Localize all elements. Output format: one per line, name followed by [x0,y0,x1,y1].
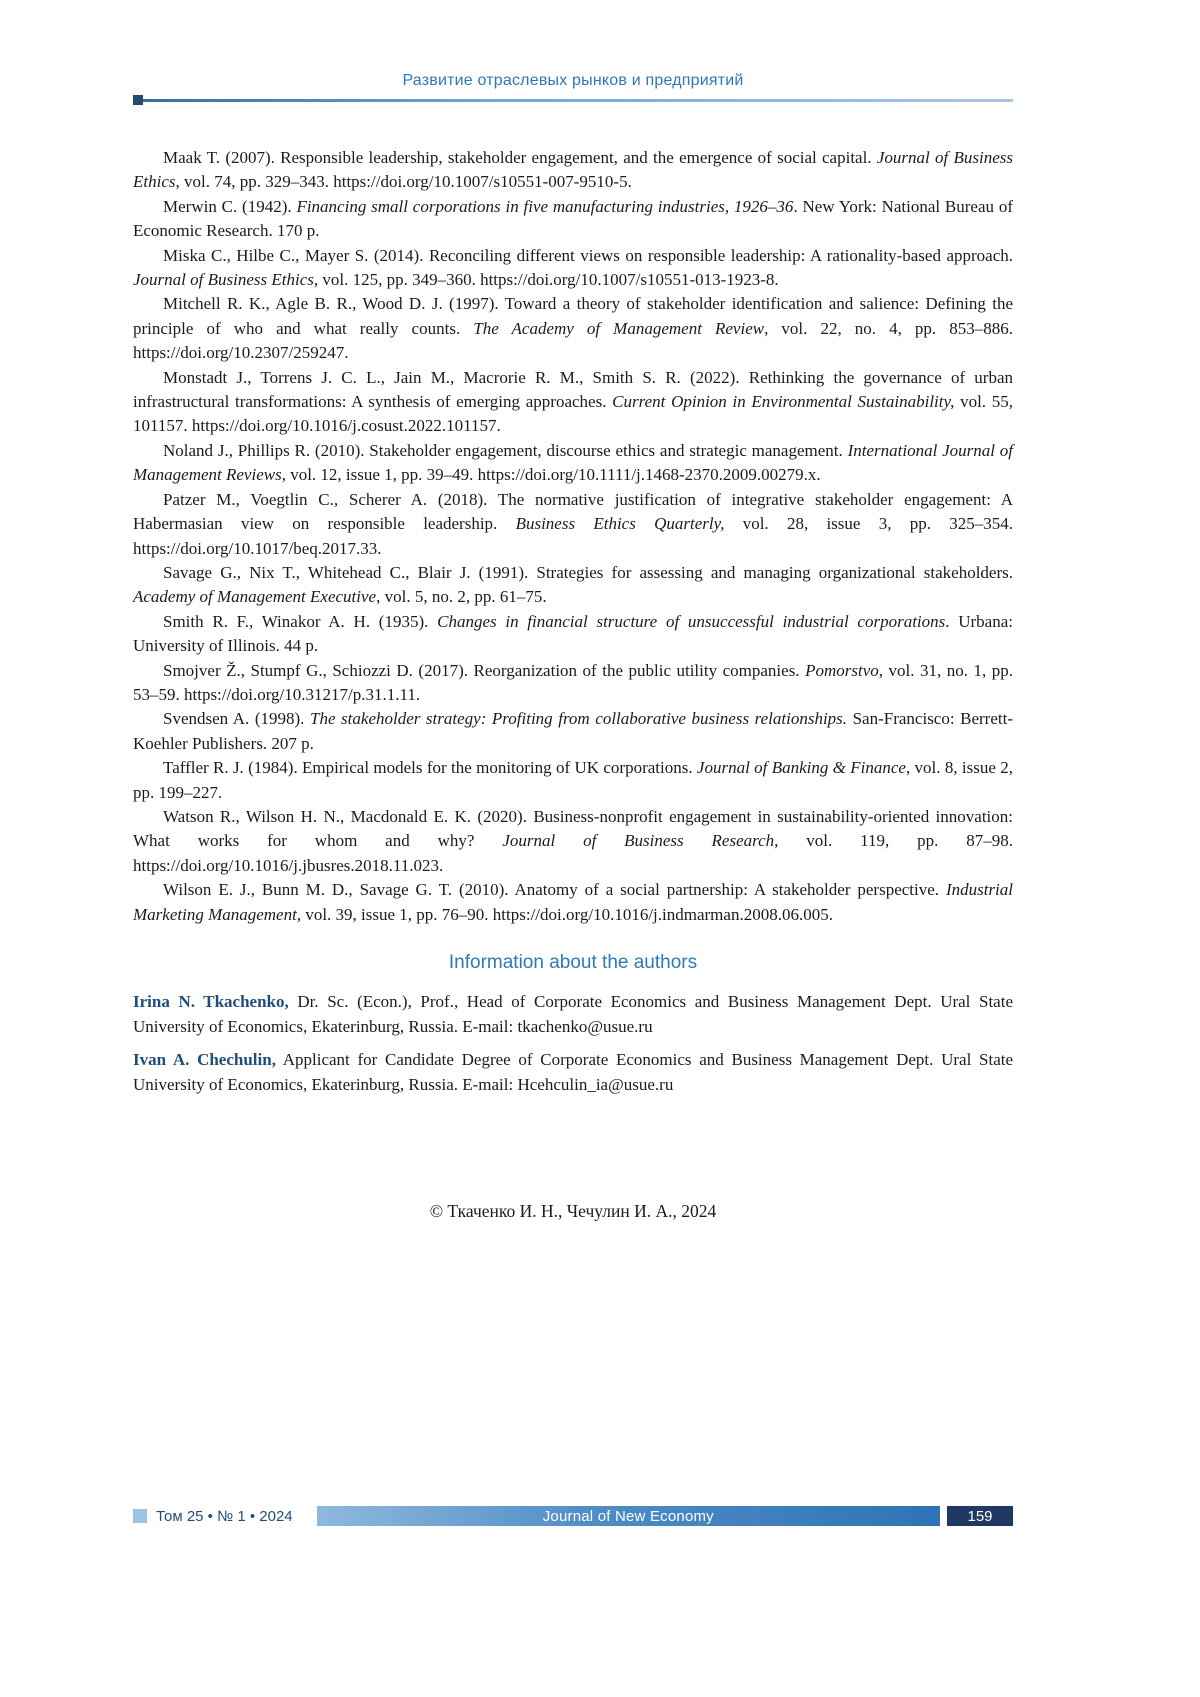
reference-item [133,707,1013,756]
reference-text: , vol. 119, pp. 87–98. https://doi.org/10.1016/j.jbusres.2018.11.023. [133,831,1014,875]
reference-text: San-Francisco: Berrett-Koehler Publishers. 207 p. [133,709,1013,753]
reference-text: , vol. 5, no. 2, pp. 61–75. [376,587,547,607]
reference-item [133,439,1013,488]
page-footer [133,1506,1013,1526]
footer-journal-name: Journal of New Economy [542,1507,714,1525]
reference-text: Noland J., Phillips R. (2010). Stakeholder engagement, discourse ethics and strategic management. [163,440,848,460]
references-list [133,146,1013,927]
footer-journal-bar [317,1506,940,1526]
reference-text: Taffler R. J. (1984). Empirical models for the monitoring of UK corporations. [163,758,697,778]
reference-item [133,244,1013,293]
reference-text: , vol. 31, no. 1, pp. 53–59. https://doi.org/10.31217/p.31.1.11. [133,660,1013,704]
reference-item [133,561,1013,610]
reference-text: , vol. 22, no. 4, pp. 853–886. https://doi.org/10.2307/259247. [133,318,1013,363]
reference-item [133,195,1013,244]
reference-text: , vol. 74, pp. 329–343. https://doi.org/10.1007/s10551-007-9510-5. [175,172,632,192]
reference-text: . Urbana: University of Illinois. 44 p. [133,611,1013,656]
reference-item [133,292,1013,365]
copyright-line: © Ткаченко И. Н., Чечулин И. А., 2024 [429,1201,717,1222]
page-header [133,72,1013,102]
journal-title: The stakeholder strategy: Profiting from collaborative business relationships. [310,709,848,729]
reference-text: , vol. 8, issue 2, pp. 199–227. [133,758,1013,802]
journal-title: Pomorstvo [805,660,879,680]
page-content [133,146,1013,1223]
journal-title: Academy of Management Executive [133,587,377,607]
reference-text: Svendsen A. (1998). [163,709,310,729]
reference-text: Smith R. F., Winakor A. H. (1935). [163,611,438,631]
reference-text: vol. 39, issue 1, pp. 76–90. https://doi.org/10.1016/j.indmarman.2008.06.005. [301,904,833,924]
footer-volume [133,1508,293,1525]
reference-text: , vol. 12, issue 1, pp. 39–49. https://doi.org/10.1111/j.1468-2370.2009.00279.x. [281,465,821,485]
author-item [133,990,1013,1039]
journal-title: Business Ethics Quarterly, [515,514,725,534]
journal-title: International Journal of Management Reviews [133,440,1014,485]
reference-text: Savage G., Nix T., Whitehead C., Blair J. (1991). Strategies for assessing and managing organizational stakeholders. [163,562,1013,582]
reference-item [133,805,1013,878]
reference-text: , vol. 125, pp. 349–360. https://doi.org/10.1007/s10551-013-1923-8. [313,270,779,290]
reference-item [133,756,1013,805]
footer-volume-text: Том 25 • № 1 • 2024 [156,1507,293,1525]
header-accent-square [133,95,143,105]
journal-title: Journal of Business Ethics [133,148,1013,192]
journal-title: Journal of Banking & Finance [696,758,906,778]
reference-item [133,488,1013,561]
authors-list [133,990,1013,1097]
reference-item [133,146,1013,195]
header-rule [133,99,1013,102]
journal-title: Changes in financial structure of unsuccessful industrial corporations [437,611,946,631]
reference-text: Applicant for Candidate Degree of Corporate Economics and Business Management Dept. Ural State University of Economics, Ekaterinburg, Russia. E-mail: Hcehculin_ia@usue.ru [133,1050,1014,1094]
running-head: Развитие отраслевых рынков и предприятий [402,72,744,89]
reference-text: Patzer M., Voegtlin C., Scherer A. (2018). The normative justification of integrative stakeholder engagement: A Habermasian view on responsible leadership. [133,489,1013,534]
reference-item [133,610,1013,659]
reference-text: Miska C., Hilbe C., Mayer S. (2014). Reconciling different views on responsible leadership: A rationality-based approach. [163,245,1013,265]
journal-title: Journal of Business Research [502,831,775,851]
reference-text: Monstadt J., Torrens J. C. L., Jain M., Macrorie R. M., Smith S. R. (2022). Rethinking the governance of urban infrastructural transformations: A synthesis of emerging approaches. [133,367,1013,412]
reference-text: Wilson E. J., Bunn M. D., Savage G. T. (2010). Anatomy of a social partnership: A stakeholder perspective. [163,880,946,900]
reference-item [133,878,1013,927]
journal-title: Financing small corporations in five manufacturing industries, 1926–36 [296,196,794,216]
footer-accent-square [133,1509,147,1523]
journal-title: The Academy of Management Review [473,318,765,338]
reference-text: Merwin C. (1942). [163,196,297,216]
reference-item [133,366,1013,439]
reference-text: vol. 28, issue 3, pp. 325–354. https://doi.org/10.1017/beq.2017.33. [133,514,1013,558]
journal-title: Industrial Marketing Management, [133,880,1013,924]
journal-title: Journal of Business Ethics [133,270,314,290]
author-name: Ivan A. Chechulin, [133,1050,276,1070]
reference-item [133,659,1013,708]
authors-heading: Information about the authors [448,952,698,973]
reference-text: Dr. Sc. (Econ.), Prof., Head of Corporate Economics and Business Management Dept. Ural State University of Economics, Ekaterinburg, Russia. E-mail: tkachenko@usue.ru [133,992,1013,1036]
reference-text: . New York: National Bureau of Economic Research. 170 p. [133,196,1014,241]
reference-text: Watson R., Wilson H. N., Macdonald E. K. (2020). Business-nonprofit engagement in sustainability-oriented innovation: What works for whom and why? [133,806,1013,851]
journal-title: Current Opinion in Environmental Sustainability, [612,392,955,412]
reference-text: Maak T. (2007). Responsible leadership, stakeholder engagement, and the emergence of social capital. [163,148,877,167]
page-number-badge: 159 [947,1506,1013,1526]
reference-text: Mitchell R. K., Agle B. R., Wood D. J. (1997). Toward a theory of stakeholder identification and salience: Defining the principle of who and what really counts. [133,294,1013,338]
author-name: Irina N. Tkachenko, [133,992,289,1012]
reference-text: Smojver Ž., Stumpf G., Schiozzi D. (2017). Reorganization of the public utility companies. [163,660,806,680]
author-item [133,1048,1013,1097]
reference-text: vol. 55, 101157. https://doi.org/10.1016/j.cosust.2022.101157. [133,392,1013,436]
